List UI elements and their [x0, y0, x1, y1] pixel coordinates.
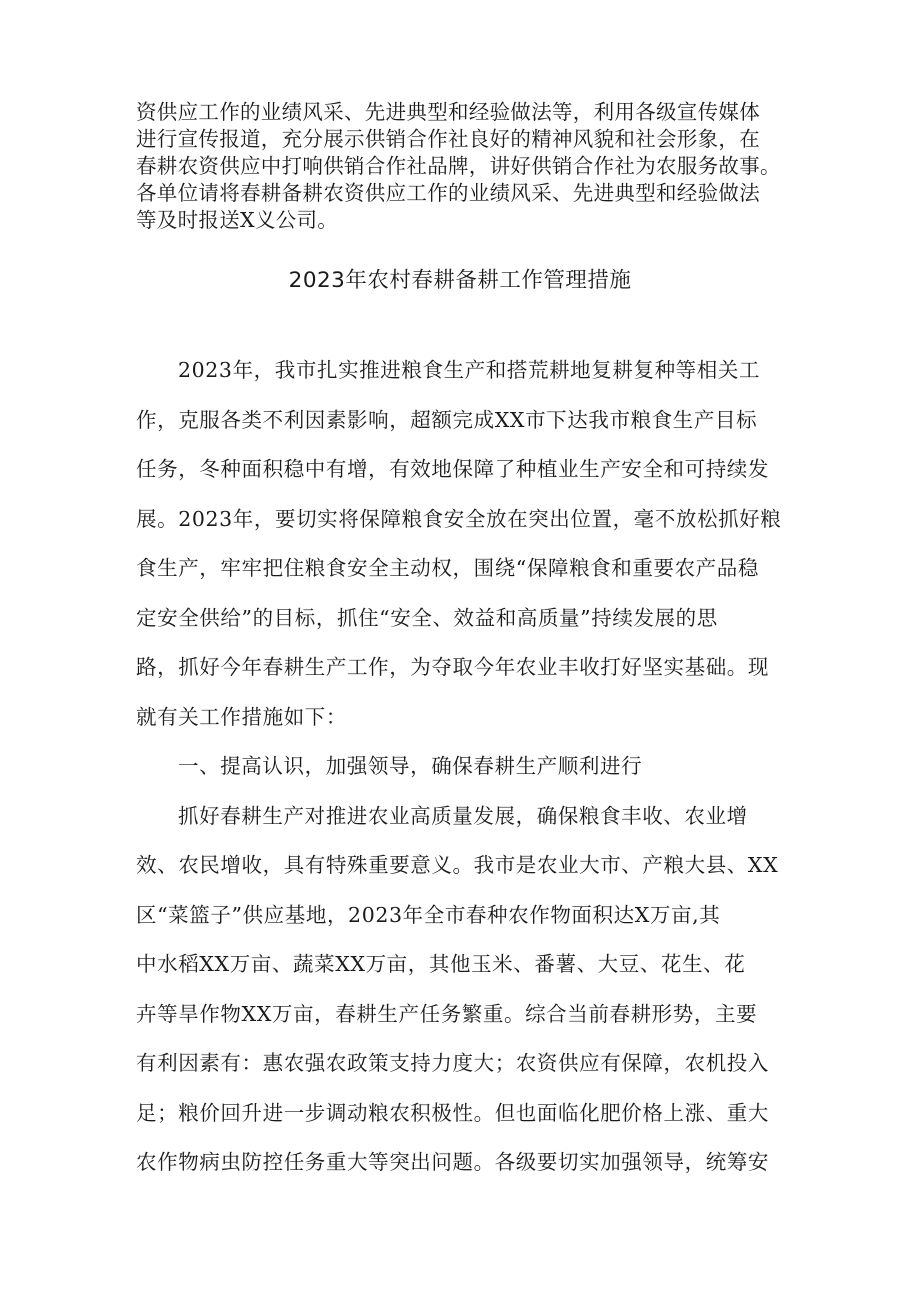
paragraph-line: 作，克服各类不利因素影响，超额完成XX市下达我市粮食生产目标 [136, 407, 758, 432]
paragraph-line: 就有关工作措施如下： [136, 704, 347, 729]
paragraph-line: 卉等旱作物XX万亩，春耕生产任务繁重。综合当前春耕形势，主要 [136, 1001, 758, 1026]
paragraph-line: 有利因素有：惠农强农政策支持力度大；农资供应有保障，农机投入 [136, 1051, 769, 1075]
paragraph-line: 农作物病虫防控任务重大等突出问题。各级要切实加强领导，统筹安 [136, 1150, 769, 1174]
paragraph-line: 效、农民增收，具有特殊重要意义。我市是农业大市、产粮大县、XX [136, 853, 779, 877]
paragraph-line: 展。2023年，要切实将保障粮食安全放在突出位置，毫不放松抓好粮 [136, 506, 782, 531]
paragraph-line: 足；粮价回升进一步调动粮农积极性。但也面临化肥价格上涨、重大 [136, 1100, 769, 1125]
body-text [136, 346, 796, 1188]
intro-line: 资供应工作的业绩风采、先进典型和经验做法等，利用各级宣传媒体 [136, 100, 760, 124]
paragraph-line: 区“菜篮子”供应基地，2023年全市春种农作物面积达X万亩,其 [136, 902, 721, 927]
intro-paragraph [136, 99, 826, 234]
intro-line: 进行宣传报道，充分展示供销合作社良好的精神风貌和社会形象，在 [136, 127, 760, 151]
section-heading: 一、提高认识，加强领导，确保春耕生产顺利进行 [178, 754, 643, 778]
intro-line: 等及时报送X义公司。 [136, 208, 339, 232]
paragraph-line: 食生产，牢牢把住粮食安全主动权，围绕“保障粮食和重要农产品稳 [136, 556, 759, 580]
paragraph-line: 中水稻XX万亩、蔬菜XX万亩，其他玉米、番薯、大豆、花生、花 [136, 952, 746, 976]
paragraph-line: 抓好春耕生产对推进农业高质量发展，确保粮食丰收、农业增 [178, 803, 748, 828]
paragraph-line: 路，抓好今年春耕生产工作，为夺取今年农业丰收打好坚实基础。现 [136, 655, 769, 679]
paragraph-line: 任务，冬种面积稳中有增，有效地保障了种植业生产安全和可持续发 [136, 457, 769, 481]
paragraph-line: 定安全供给”的目标，抓住“安全、效益和高质量”持续发展的思 [136, 605, 718, 630]
intro-line: 各单位请将春耕备耕农资供应工作的业绩风采、先进典型和经验做法 [136, 181, 760, 205]
document-title: 2023年农村春耕备耕工作管理措施 [288, 268, 632, 293]
paragraph-line: 2023年，我市扎实推进粮食生产和搭荒耕地复耕复种等相关工 [178, 358, 761, 382]
intro-line: 春耕农资供应中打响供销合作社品牌，讲好供销合作社为农服务故事。 [136, 154, 781, 178]
